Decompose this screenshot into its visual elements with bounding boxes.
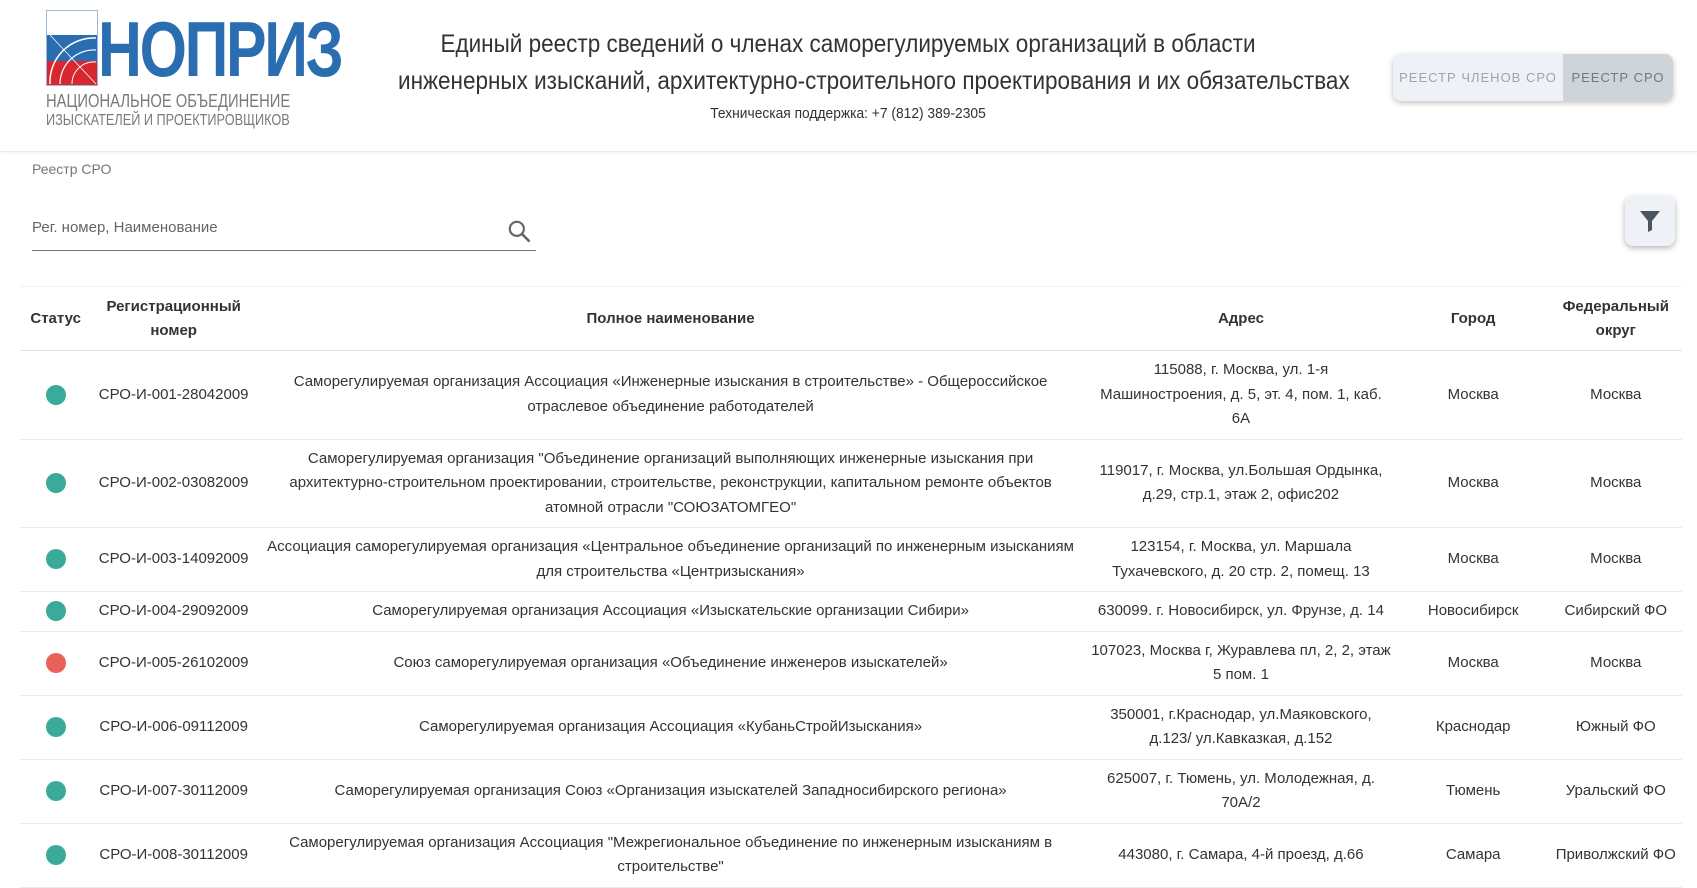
status-cell — [20, 759, 91, 823]
city-cell: Самара — [1397, 823, 1550, 887]
search-box — [32, 213, 536, 251]
address-cell: 115088, г. Москва, ул. 1-я Машиностроения, д. 5, эт. 4, пом. 1, каб. 6А — [1085, 351, 1397, 440]
status-dot — [46, 781, 66, 801]
address-cell: 123154, г. Москва, ул. Маршала Тухачевского, д. 20 стр. 2, помещ. 13 — [1085, 528, 1397, 592]
members-registry-button[interactable]: РЕЕСТР ЧЛЕНОВ СРО — [1393, 54, 1563, 101]
reg-number-cell: СРО-И-006-09112009 — [91, 695, 256, 759]
table-row[interactable] — [20, 351, 1682, 440]
status-cell — [20, 695, 91, 759]
filter-icon — [1639, 209, 1661, 233]
table-row[interactable] — [20, 592, 1682, 632]
full-name-cell: Саморегулируемая организация Ассоциация «КубаньСтройИзыскания» — [256, 695, 1085, 759]
address-cell: 119017, г. Москва, ул.Большая Ордынка, д.29, стр.1, этаж 2, офис202 — [1085, 439, 1397, 528]
federal-district-cell: Сибирский ФО — [1550, 592, 1682, 632]
address-cell: 107023, Москва г, Журавлева пл, 2, 2, этаж 5 пом. 1 — [1085, 631, 1397, 695]
title-line-2: инженерных изысканий, архитектурно-строительного проектирования и их обязательствах — [398, 67, 1350, 95]
table-row[interactable] — [20, 695, 1682, 759]
status-dot — [46, 717, 66, 737]
full-name-cell: Саморегулируемая организация Союз «Организация изыскателей Западносибирского региона» — [256, 759, 1085, 823]
status-dot — [46, 653, 66, 673]
status-dot — [46, 845, 66, 865]
page-header — [0, 0, 1697, 152]
reg-number-cell: СРО-И-003-14092009 — [91, 528, 256, 592]
city-cell: Москва — [1397, 631, 1550, 695]
address-cell: 350001, г.Краснодар, ул.Маяковского, д.123/ ул.Кавказкая, д.152 — [1085, 695, 1397, 759]
reg-number-cell: СРО-И-007-30112009 — [91, 759, 256, 823]
flag-logo-icon — [46, 10, 98, 86]
federal-district-cell: Приволжский ФО — [1550, 823, 1682, 887]
full-name-cell: Ассоциация саморегулируемая организация «Центральное объединение организаций по инженерным изысканиям для строительства «Центризыскания» — [256, 528, 1085, 592]
city-cell: Новосибирск — [1397, 592, 1550, 632]
status-cell — [20, 631, 91, 695]
registry-title — [348, 26, 1348, 122]
reg-number-cell: СРО-И-002-03082009 — [91, 439, 256, 528]
title-line-1: Единый реестр сведений о членах саморегулируемых организаций в области — [440, 30, 1256, 58]
search-icon[interactable] — [506, 218, 532, 244]
column-header-reg-number[interactable]: Регистрационный номер — [91, 287, 256, 351]
full-name-cell: Саморегулируемая организация Ассоциация "Межрегиональное объединение по инженерным изысканиям в строительстве" — [256, 823, 1085, 887]
column-header-city[interactable]: Город — [1397, 287, 1550, 351]
table-row[interactable] — [20, 439, 1682, 528]
status-cell — [20, 351, 91, 440]
table-row[interactable] — [20, 823, 1682, 887]
status-cell — [20, 823, 91, 887]
nopriz-logo[interactable] — [46, 5, 342, 135]
registry-toggle — [1393, 54, 1673, 101]
reg-number-cell: СРО-И-001-28042009 — [91, 351, 256, 440]
address-cell: 625007, г. Тюмень, ул. Молодежная, д. 70А/2 — [1085, 759, 1397, 823]
federal-district-cell: Уральский ФО — [1550, 759, 1682, 823]
reg-number-cell: СРО-И-005-26102009 — [91, 631, 256, 695]
reg-number-cell: СРО-И-008-30112009 — [91, 823, 256, 887]
full-name-cell: Саморегулируемая организация "Объединение организаций выполняющих инженерные изыскания при архитектурно-строительном проектировании, строительстве, реконструкции, капитальном ремонте объектов атомной отрасли "СОЮЗАТОМГЕО" — [256, 439, 1085, 528]
city-cell: Москва — [1397, 528, 1550, 592]
city-cell: Москва — [1397, 351, 1550, 440]
federal-district-cell: Москва — [1550, 351, 1682, 440]
sro-registry-table — [20, 286, 1682, 888]
breadcrumb[interactable]: Реестр СРО — [32, 161, 112, 177]
status-cell — [20, 528, 91, 592]
reg-number-cell: СРО-И-004-29092009 — [91, 592, 256, 632]
column-header-full-name[interactable]: Полное наименование — [256, 287, 1085, 351]
address-cell: 443080, г. Самара, 4-й проезд, д.66 — [1085, 823, 1397, 887]
column-header-address[interactable]: Адрес — [1085, 287, 1397, 351]
federal-district-cell: Москва — [1550, 528, 1682, 592]
logo-subtitle — [46, 90, 290, 130]
full-name-cell: Саморегулируемая организация Ассоциация «Инженерные изыскания в строительстве» - Общероссийское отраслевое объединение работодателей — [256, 351, 1085, 440]
status-dot — [46, 549, 66, 569]
federal-district-cell: Москва — [1550, 631, 1682, 695]
support-phone: Техническая поддержка: +7 (812) 389-2305 — [710, 105, 986, 122]
table-row[interactable] — [20, 631, 1682, 695]
federal-district-cell: Москва — [1550, 439, 1682, 528]
full-name-cell: Союз саморегулируемая организация «Объединение инженеров изыскателей» — [256, 631, 1085, 695]
column-header-federal-district[interactable]: Федеральный округ — [1550, 287, 1682, 351]
status-dot — [46, 473, 66, 493]
city-cell: Краснодар — [1397, 695, 1550, 759]
address-cell: 630099. г. Новосибирск, ул. Фрунзе, д. 14 — [1085, 592, 1397, 632]
logo-wordmark: НОПРИЗ — [98, 5, 342, 93]
column-header-status[interactable]: Статус — [20, 287, 91, 351]
city-cell: Тюмень — [1397, 759, 1550, 823]
filter-button[interactable] — [1625, 196, 1675, 246]
table-row[interactable] — [20, 528, 1682, 592]
status-dot — [46, 601, 66, 621]
federal-district-cell: Южный ФО — [1550, 695, 1682, 759]
table-row[interactable] — [20, 759, 1682, 823]
logo-subtitle-line1: НАЦИОНАЛЬНОЕ ОБЪЕДИНЕНИЕ — [46, 91, 291, 111]
table-header-row — [20, 287, 1682, 351]
logo-subtitle-line2: ИЗЫСКАТЕЛЕЙ И ПРОЕКТИРОВЩИКОВ — [46, 112, 290, 129]
city-cell: Москва — [1397, 439, 1550, 528]
status-cell — [20, 439, 91, 528]
search-input[interactable] — [32, 213, 492, 242]
status-cell — [20, 592, 91, 632]
sro-registry-button[interactable]: РЕЕСТР СРО — [1563, 54, 1673, 101]
full-name-cell: Саморегулируемая организация Ассоциация «Изыскательские организации Сибири» — [256, 592, 1085, 632]
status-dot — [46, 385, 66, 405]
